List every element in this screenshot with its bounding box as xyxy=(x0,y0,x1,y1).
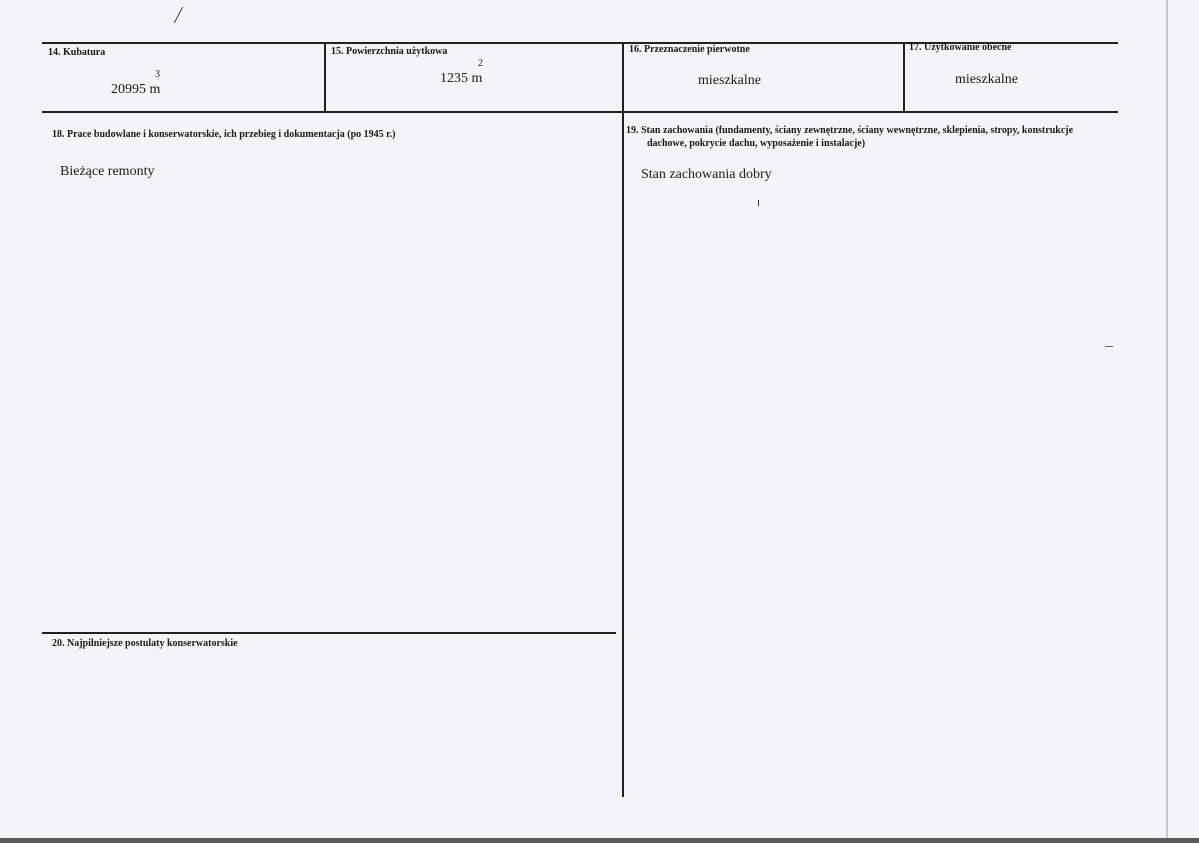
field-16-label: 16. Przeznaczenie pierwotne xyxy=(629,44,750,55)
pencil-mark xyxy=(758,200,759,206)
field-19-label-line1: 19. Stan zachowania (fundamenty, ściany zewnętrzne, ściany wewnętrzne, sklepienia, stropy, konstrukcje xyxy=(626,125,1074,136)
divider-16-17 xyxy=(903,42,905,113)
field-17-label: 17. Użytkowanie obecne xyxy=(909,42,1012,53)
field-19-value: Stan zachowania dobry xyxy=(641,167,772,182)
field-15-superscript: 2 xyxy=(478,58,483,69)
field-19-label-line2: dachowe, pokrycie dachu, wyposażenie i instalacje) xyxy=(647,138,866,149)
field-15-label: 15. Powierzchnia użytkowa xyxy=(331,46,448,57)
field-20-rule xyxy=(42,632,616,634)
field-20-label: 20. Najpilniejsze postulaty konserwatorskie xyxy=(52,638,238,649)
scan-artifact xyxy=(1105,346,1113,347)
field-14-superscript: 3 xyxy=(155,69,160,80)
field-18-label: 18. Prace budowlane i konserwatorskie, ich przebieg i dokumentacja (po 1945 r.) xyxy=(52,129,396,140)
field-15-value: 1235 m xyxy=(440,71,483,86)
field-18-value: Bieżące remonty xyxy=(60,164,155,179)
scanner-edge xyxy=(0,838,1199,843)
divider-14-15 xyxy=(324,42,326,113)
divider-15-16 xyxy=(622,42,624,113)
paper-edge xyxy=(1166,0,1168,843)
row-bottom-rule xyxy=(42,111,1118,113)
field-17-value: mieszkalne xyxy=(955,72,1018,87)
field-14-value: 20995 m xyxy=(111,82,161,97)
field-14-label: 14. Kubatura xyxy=(48,47,106,58)
pencil-mark xyxy=(174,7,183,23)
field-16-value: mieszkalne xyxy=(698,73,761,88)
main-divider xyxy=(622,113,624,797)
